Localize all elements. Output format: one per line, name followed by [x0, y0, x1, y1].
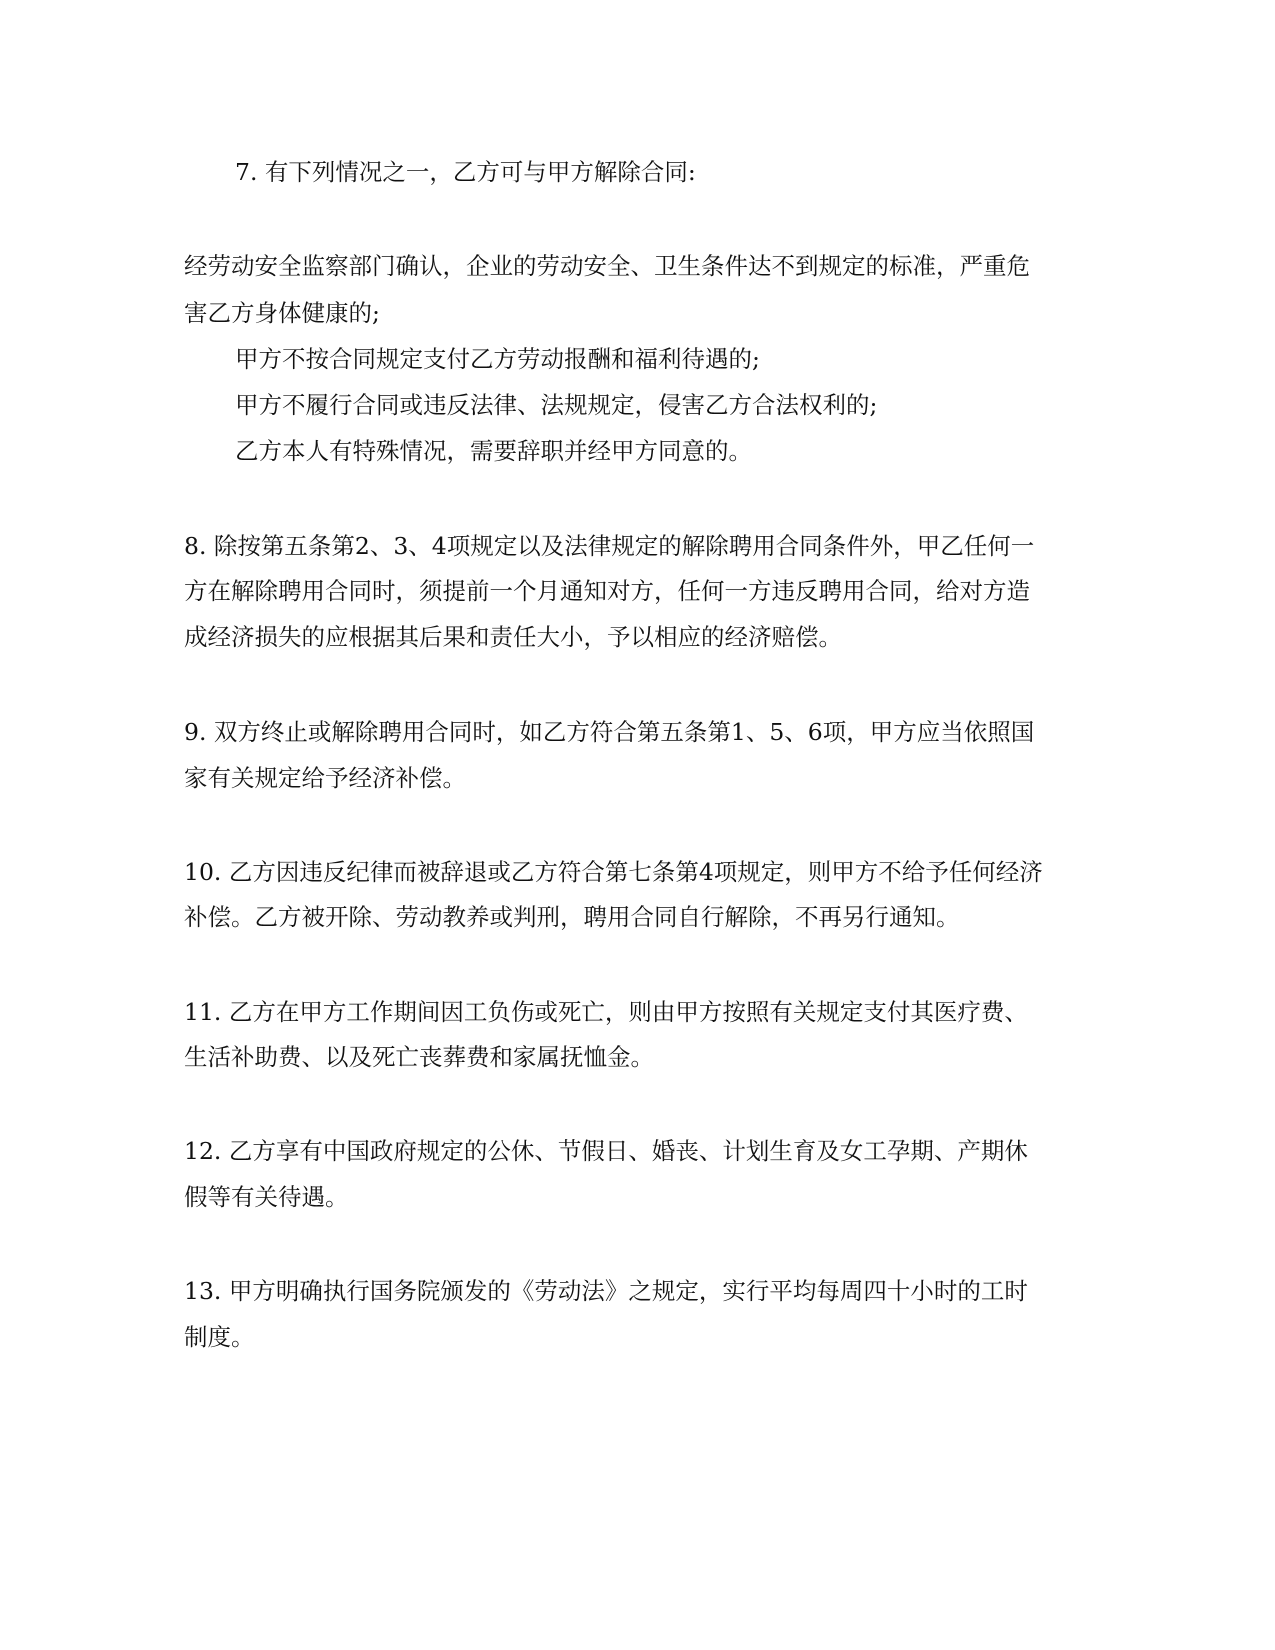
clause-10-line-2: 补偿。乙方被开除、劳动教养或判刑，聘用合同自行解除，不再另行通知。	[184, 903, 960, 931]
clause-7-item-1-line-2: 害乙方身体健康的;	[184, 299, 380, 327]
clause-12-line-2: 假等有关待遇。	[184, 1183, 349, 1211]
clause-7-item-3: 甲方不履行合同或违反法律、法规规定，侵害乙方合法权利的;	[235, 391, 878, 419]
clause-13-line-1: 13. 甲方明确执行国务院颁发的《劳动法》之规定，实行平均每周四十小时的工时	[184, 1277, 1028, 1305]
clause-8-line-2: 方在解除聘用合同时，须提前一个月通知对方，任何一方违反聘用合同，给对方造	[184, 577, 1030, 605]
clause-12-line-1: 12. 乙方享有中国政府规定的公休、节假日、婚丧、计划生育及女工孕期、产期休	[184, 1137, 1028, 1165]
clause-11-line-1: 11. 乙方在甲方工作期间因工负伤或死亡，则由甲方按照有关规定支付其医疗费、	[184, 998, 1028, 1026]
clause-11-line-2: 生活补助费、以及死亡丧葬费和家属抚恤金。	[184, 1043, 654, 1071]
clause-8-line-1: 8. 除按第五条第2、3、4项规定以及法律规定的解除聘用合同条件外，甲乙任何一	[184, 532, 1035, 560]
clause-7-heading: 7. 有下列情况之一，乙方可与甲方解除合同:	[235, 158, 696, 186]
clause-7-item-1-line-1: 经劳动安全监察部门确认，企业的劳动安全、卫生条件达不到规定的标准，严重危	[184, 252, 1030, 280]
clause-7-item-4: 乙方本人有特殊情况，需要辞职并经甲方同意的。	[235, 437, 752, 465]
clause-7-item-2: 甲方不按合同规定支付乙方劳动报酬和福利待遇的;	[235, 345, 760, 373]
clause-9-line-2: 家有关规定给予经济补偿。	[184, 764, 466, 792]
clause-13-line-2: 制度。	[184, 1323, 255, 1351]
clause-8-line-3: 成经济损失的应根据其后果和责任大小，予以相应的经济赔偿。	[184, 623, 842, 651]
clause-10-line-1: 10. 乙方因违反纪律而被辞退或乙方符合第七条第4项规定，则甲方不给予任何经济	[184, 858, 1043, 886]
clause-9-line-1: 9. 双方终止或解除聘用合同时，如乙方符合第五条第1、5、6项，甲方应当依照国	[184, 718, 1035, 746]
